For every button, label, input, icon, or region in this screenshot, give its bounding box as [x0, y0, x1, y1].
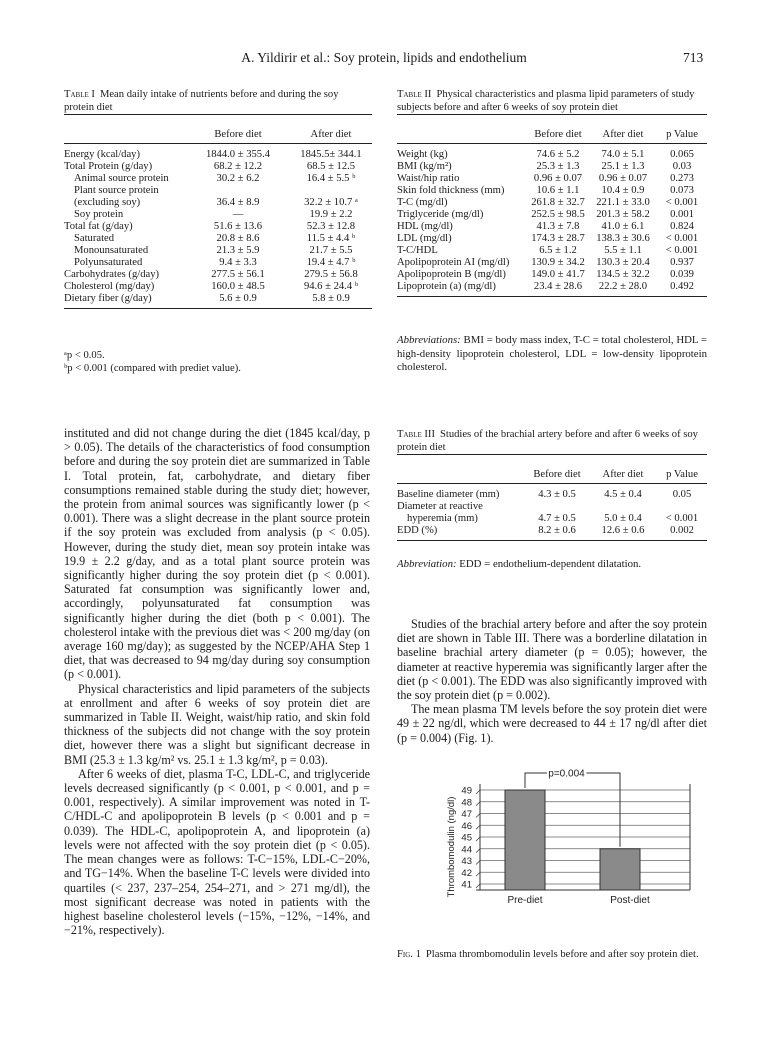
cell-before: 41.3 ± 7.8	[536, 221, 580, 232]
table-row	[397, 501, 707, 513]
cell-before: 5.6 ± 0.9	[186, 293, 290, 309]
cell-p: 0.492	[657, 281, 707, 297]
row-label: Lipoprotein (a) (mg/dl)	[397, 281, 527, 297]
row-label: HDL (mg/dl)	[397, 221, 453, 232]
left-paragraph-3: After 6 weeks of diet, plasma T-C, LDL-C, and triglyceride levels decreased significantly (p < 0.001, p < 0.001, and p = 0.001, respectively). A similar improvement was noted in T-C/HDL-C and apolipoprotein B levels (p < 0.001 and p = 0.039). The HDL-C, apolipoprotein A, and lipoprotein (a) levels were not affected with the soy protein diet (p < 0.05). The mean changes were as follows: T-C−15%, LDL-C−20%, and TG−14%. When the baseline T-C levels were divided into quartiles (< 237, 237–254, 254–271, and > 271 mg/dl), the most significant decrease was noted in patients with the highest baseline cholesterol levels (−15%, −12%, −14%, and −21%, respectively).	[64, 766, 370, 938]
table3	[397, 454, 707, 541]
cell-p: 0.001	[670, 209, 694, 220]
y-tick-label: 45	[461, 832, 472, 844]
table-row	[64, 173, 372, 185]
cell-after: 138.3 ± 30.6	[596, 233, 650, 244]
y-tick-label: 47	[461, 809, 472, 820]
left-column-text	[64, 426, 370, 937]
table2-caption	[397, 88, 707, 114]
cell-after: 21.7 ± 5.5	[309, 245, 353, 256]
table1-header-blank	[64, 127, 186, 144]
y-tick-label: 48	[461, 797, 472, 809]
cell-p: 0.073	[670, 185, 694, 196]
table-row	[64, 257, 372, 269]
cell-after: 221.1 ± 33.0	[596, 197, 650, 208]
cell-before: —	[232, 209, 244, 220]
cell-after: 279.5 ± 56.8	[304, 269, 358, 280]
running-head: A. Yildirir et al.: Soy protein, lipids and endothelium	[241, 50, 527, 65]
table-row	[397, 185, 707, 197]
cell-after: 5.8 ± 0.9	[290, 293, 372, 309]
row-label: Saturated	[74, 233, 115, 244]
table2-header-blank	[397, 127, 527, 144]
cell-after: 130.3 ± 20.4	[596, 257, 650, 268]
row-label: Soy protein	[74, 209, 124, 220]
cell-before: 10.6 ± 1.1	[536, 185, 580, 196]
cell-p: < 0.001	[665, 513, 699, 524]
cell-before: 160.0 ± 48.5	[211, 281, 265, 292]
y-tick-label: 46	[461, 820, 472, 832]
cell-p: 0.273	[670, 173, 694, 184]
cell-after: 16.4 ± 5.5 ᵇ	[306, 173, 356, 184]
cell-after: 22.2 ± 28.0	[589, 281, 657, 297]
row-label: Cholesterol (mg/day)	[64, 281, 155, 292]
table2-label: Table II	[397, 89, 432, 100]
cell-before: 1844.0 ± 355.4	[205, 149, 271, 160]
table3-header-p: p Value	[657, 467, 707, 484]
row-label: Waist/hip ratio	[397, 173, 460, 184]
tick-mark	[476, 872, 480, 876]
row-label: Baseline diameter (mm)	[397, 489, 500, 500]
y-tick-label: 44	[461, 844, 472, 856]
table-row	[64, 281, 372, 293]
cell-before: 261.8 ± 32.7	[531, 197, 585, 208]
table-row	[397, 281, 707, 297]
table-row	[397, 173, 707, 185]
row-label: EDD (%)	[397, 525, 525, 541]
row-label: hyperemia (mm)	[407, 513, 478, 524]
table1-footnote-a: ᵃp < 0.05.	[64, 350, 105, 361]
cell-p: 0.824	[670, 221, 694, 232]
cell-p: 0.065	[670, 149, 694, 160]
x-category-label: Post-diet	[610, 895, 650, 906]
cell-after: 52.3 ± 12.8	[306, 221, 356, 232]
cell-after: 201.3 ± 58.2	[596, 209, 650, 220]
row-label: Triglyceride (mg/dl)	[397, 209, 484, 220]
tick-mark	[476, 802, 480, 806]
table2-header-before: Before diet	[527, 127, 589, 144]
table-row	[397, 269, 707, 281]
cell-after: 41.0 ± 6.1	[601, 221, 645, 232]
table3-header-blank	[397, 467, 525, 484]
right-paragraph-1: Studies of the brachial artery before and after the soy protein diet are shown in Table III. There was a borderline dilatation in baseline brachial artery diameter (p = 0.05); however, the diameter at reactive hyperemia was significantly larger after the diet (p < 0.001). The EDD was also significantly improved with the soy protein diet (p = 0.002).	[397, 617, 707, 703]
figure1-caption-text: Plasma thrombomodulin levels before and after soy protein diet.	[425, 949, 699, 960]
cell-after: 12.6 ± 0.6	[589, 525, 657, 541]
row-label: Dietary fiber (g/day)	[64, 293, 186, 309]
table3-abbr-label: Abbreviation:	[397, 558, 457, 570]
cell-after	[589, 501, 657, 513]
cell-p: < 0.001	[665, 233, 699, 244]
row-label: Animal source protein	[74, 173, 169, 184]
cell-before: 20.8 ± 8.6	[216, 233, 260, 244]
row-label: Carbohydrates (g/day)	[64, 269, 160, 280]
table-row	[397, 233, 707, 245]
table1-title: Mean daily intake of nutrients before and during the soy protein diet	[64, 89, 339, 113]
y-tick-label: 49	[461, 785, 472, 797]
table-row	[397, 197, 707, 209]
cell-before: 6.5 ± 1.2	[539, 245, 577, 256]
cell-p: 0.05	[672, 489, 692, 500]
cell-before: 4.7 ± 0.5	[538, 513, 576, 524]
row-label: Monounsaturated	[74, 245, 149, 256]
table-row	[64, 209, 372, 221]
table-row	[397, 144, 707, 162]
cell-p	[657, 501, 707, 513]
tick-mark	[476, 837, 480, 841]
tick-mark	[476, 849, 480, 853]
cell-after: 5.5 ± 1.1	[604, 245, 642, 256]
cell-after: 19.9 ± 2.2	[309, 209, 353, 220]
cell-p: 0.002	[657, 525, 707, 541]
right-paragraph-2: The mean plasma TM levels before the soy protein diet were 49 ± 22 ng/dl, which were decreased to 44 ± 17 ng/dl after diet (p = 0.004) (Fig. 1).	[397, 702, 707, 745]
table-row	[397, 221, 707, 233]
cell-after: 134.5 ± 32.2	[596, 269, 650, 280]
y-tick-label: 41	[461, 879, 472, 891]
row-label: Total Protein (g/day)	[64, 161, 153, 172]
table-row	[64, 269, 372, 281]
table-row	[397, 245, 707, 257]
table1	[64, 114, 372, 309]
table1-header-before: Before diet	[186, 127, 290, 144]
tick-mark	[476, 825, 480, 829]
table-row	[397, 209, 707, 221]
row-label: Plant source protein	[74, 185, 159, 196]
cell-before: 30.2 ± 6.2	[216, 173, 260, 184]
table2-header-p: p Value	[657, 127, 707, 144]
row-label: Polyunsaturated	[74, 257, 143, 268]
bar-post-diet	[600, 849, 640, 890]
row-label: Energy (kcal/day)	[64, 149, 140, 160]
figure1-chart	[440, 762, 700, 922]
right-column-text	[397, 617, 707, 745]
cell-before: 174.3 ± 28.7	[531, 233, 585, 244]
cell-before: 51.6 ± 13.6	[213, 221, 263, 232]
table2-header-after: After diet	[589, 127, 657, 144]
table3-title: Studies of the brachial artery before and after 6 weeks of soy protein diet	[397, 429, 698, 453]
row-label: Diameter at reactive	[397, 501, 483, 512]
tick-mark	[476, 790, 480, 794]
row-label: (excluding soy)	[74, 197, 141, 208]
table1-header-after: After diet	[290, 127, 372, 144]
cell-before: 149.0 ± 41.7	[531, 269, 585, 280]
table3-header-after: After diet	[589, 467, 657, 484]
table3-caption	[397, 428, 707, 454]
cell-after: 10.4 ± 0.9	[601, 185, 645, 196]
cell-before: 36.4 ± 8.9	[216, 197, 260, 208]
row-label: Weight (kg)	[397, 149, 448, 160]
tick-mark	[476, 814, 480, 818]
bar-pre-diet	[505, 790, 545, 890]
table-row	[64, 161, 372, 173]
cell-before: 4.3 ± 0.5	[538, 489, 576, 500]
cell-before: 130.9 ± 34.2	[531, 257, 585, 268]
table-row	[64, 221, 372, 233]
table2-abbr-text: BMI = body mass index, T-C = total cholesterol, HDL = high-density lipoprotein cholesterol, LDL = low-density lipoprotein cholesterol.	[397, 334, 707, 373]
figure1-caption	[397, 948, 707, 961]
cell-before: 9.4 ± 3.3	[219, 257, 257, 268]
table-row	[397, 484, 707, 502]
cell-before: 21.3 ± 5.9	[216, 245, 260, 256]
table3-abbreviation	[397, 558, 707, 572]
table-row	[397, 525, 707, 541]
cell-before	[525, 501, 589, 513]
cell-after	[290, 185, 372, 197]
cell-before: 68.2 ± 12.2	[213, 161, 263, 172]
cell-after: 68.5 ± 12.5	[306, 161, 356, 172]
x-category-label: Pre-diet	[507, 895, 543, 906]
row-label: T-C (mg/dl)	[397, 197, 448, 208]
cell-p: 0.03	[672, 161, 692, 172]
cell-p: 0.039	[670, 269, 694, 280]
cell-before: 25.3 ± 1.3	[536, 161, 580, 172]
y-tick-label: 42	[461, 867, 472, 879]
row-label: T-C/HDL	[397, 245, 438, 256]
cell-after: 5.0 ± 0.4	[604, 513, 642, 524]
table3-label: Table III	[397, 429, 435, 440]
cell-before: 277.5 ± 56.1	[211, 269, 265, 280]
cell-p: 0.937	[670, 257, 694, 268]
cell-after: 74.0 ± 5.1	[601, 149, 645, 160]
cell-before: 252.5 ± 98.5	[531, 209, 585, 220]
p-value-annotation: p=0.004	[548, 768, 585, 780]
cell-before: 0.96 ± 0.07	[533, 173, 583, 184]
table3-abbr-text: EDD = endothelium-dependent dilatation.	[459, 558, 642, 570]
cell-after: 1845.5± 344.1	[300, 149, 362, 160]
y-axis-label: Thrombomodulin (ng/dl)	[446, 796, 457, 898]
cell-after: 32.2 ± 10.7 ᵃ	[304, 197, 358, 208]
table-row	[64, 197, 372, 209]
left-paragraph-2: Physical characteristics and lipid parameters of the subjects at enrollment and after 6 weeks of soy protein diet are summarized in Table II. Weight, waist/hip ratio, and skin fold thickness of the subjects did not change with the soy protein diet, however there was a slight but significant decrease in BMI (25.3 ± 1.3 kg/m² vs. 25.1 ± 1.3 kg/m², p = 0.03).	[64, 681, 370, 767]
row-label: BMI (kg/m²)	[397, 161, 452, 172]
table-row	[64, 293, 372, 309]
table1-label: Table I	[64, 89, 95, 100]
table2	[397, 114, 707, 297]
table-row	[64, 233, 372, 245]
table-row	[397, 257, 707, 269]
cell-after: 11.5 ± 4.4 ᵇ	[306, 233, 356, 244]
left-paragraph-1: instituted and did not change during the diet (1845 kcal/day, p > 0.05). The details of the characteristics of food consumption before and during the soy protein diet are summarized in Table I. Total protein, fat, carbohydrate, and dietary fiber consumptions remained stable during the study diet; however, the protein from animal sources was significantly lower (p < 0.001). There was a slight decrease in the plant source protein if the soy protein was excluded from analysis (p < 0.05). However, during the study diet, mean soy protein intake was 19.9 ± 2.2 g/day, and as a total plant source protein was significantly higher during the soy protein diet (p < 0.001). Saturated fat consumption was significantly lower and, accordingly, polyunsaturated fat consumption was significantly higher during the diet (both p < 0.001). The cholesterol intake with the previous diet was < 200 mg/day (on average 160 mg/day); as suggested by the NCEP/AHA Step 1 diet, that was decreased to 94 mg/day during soy consumption (p < 0.001).	[64, 426, 370, 682]
row-label: Total fat (g/day)	[64, 221, 133, 232]
tick-mark	[476, 884, 480, 888]
cell-before: 8.2 ± 0.6	[525, 525, 589, 541]
cell-p: < 0.001	[665, 245, 699, 256]
table1-caption	[64, 88, 369, 114]
table-row	[64, 245, 372, 257]
page-number: 713	[683, 50, 704, 65]
cell-after: 94.6 ± 24.4 ᵇ	[303, 281, 359, 292]
cell-after: 4.5 ± 0.4	[604, 489, 642, 500]
table-row	[64, 185, 372, 197]
row-label: LDL (mg/dl)	[397, 233, 452, 244]
table3-header-before: Before diet	[525, 467, 589, 484]
row-label: Apolipoprotein AI (mg/dl)	[397, 257, 510, 268]
table-row	[397, 161, 707, 173]
cell-p: < 0.001	[665, 197, 699, 208]
table1-footnote-b: ᵇp < 0.001 (compared with prediet value).	[64, 363, 241, 374]
tick-mark	[476, 861, 480, 865]
table2-abbreviations	[397, 334, 707, 375]
cell-before: 23.4 ± 28.6	[527, 281, 589, 297]
cell-after: 25.1 ± 1.3	[601, 161, 645, 172]
table-row	[397, 513, 707, 525]
row-label: Skin fold thickness (mm)	[397, 185, 505, 196]
cell-after: 0.96 ± 0.07	[598, 173, 648, 184]
cell-before	[186, 185, 290, 197]
row-label: Apolipoprotein B (mg/dl)	[397, 269, 506, 280]
table-row	[64, 144, 372, 162]
figure1-label: Fig. 1	[397, 949, 421, 960]
cell-after: 19.4 ± 4.7 ᵇ	[306, 257, 356, 268]
cell-before: 74.6 ± 5.2	[536, 149, 580, 160]
table2-title: Physical characteristics and plasma lipid parameters of study subjects before and after 6 weeks of soy protein diet	[397, 89, 695, 113]
y-tick-label: 43	[461, 856, 472, 867]
table2-abbr-label: Abbreviations:	[397, 334, 461, 346]
